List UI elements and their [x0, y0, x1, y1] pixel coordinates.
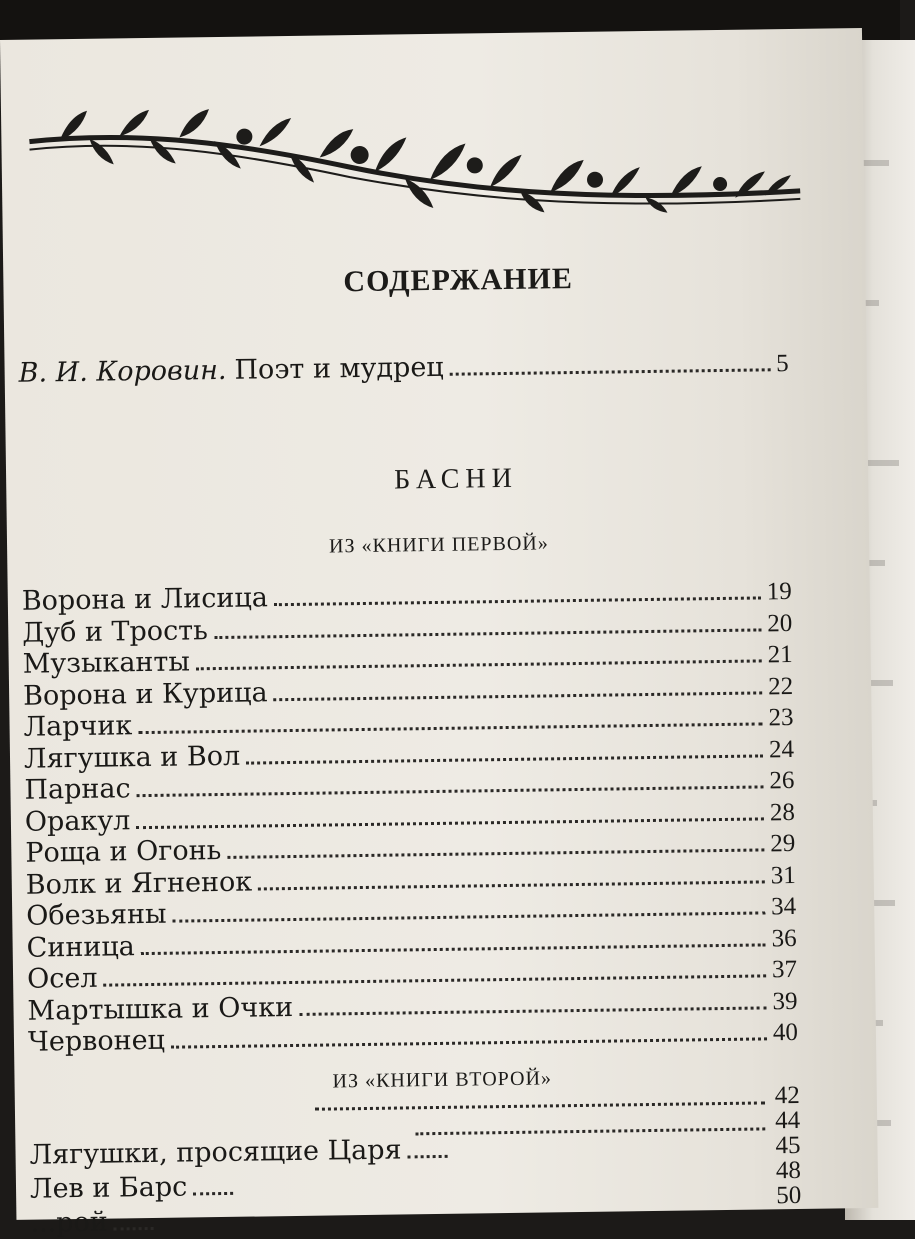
intro-page: 5: [775, 350, 789, 378]
entry-title: Ворона и Лисица: [21, 582, 269, 617]
dot-leader: [274, 596, 761, 606]
entry-title: Мартышка и Очки: [27, 991, 294, 1027]
dot-leader: [136, 817, 764, 829]
dot-leader: [246, 754, 763, 764]
book1-heading: ИЗ «КНИГИ ПЕРВОЙ»: [328, 532, 549, 558]
dot-leader: [141, 943, 766, 955]
intro-title: Поэт и мудрец: [234, 351, 444, 386]
floral-ornament: [19, 91, 811, 222]
entry-page: 24: [768, 735, 795, 763]
entry-page: 21: [767, 640, 793, 669]
entry-page: 34: [770, 892, 797, 921]
toc-entry-intro[interactable]: [18, 347, 788, 389]
entry-title: Музыканты: [22, 646, 191, 680]
toc-entry[interactable]: [30, 1197, 800, 1239]
entry-page: 40: [772, 1018, 799, 1047]
dot-leader: [214, 628, 761, 639]
dot-leader: [104, 974, 767, 986]
entry-title: Червонец: [27, 1024, 166, 1058]
entry-page: 23: [768, 703, 794, 732]
entry-page: 22: [767, 672, 794, 700]
entry-page: 36: [771, 924, 797, 952]
entry-page: 39: [772, 987, 798, 1015]
dot-leader: [173, 911, 766, 922]
entry-page: 29: [770, 829, 796, 858]
entry-title: Волк и Ягненок: [25, 866, 253, 901]
entry-page: 48: [775, 1156, 802, 1185]
entry-title: ...рой: [30, 1206, 109, 1239]
dot-leader: [171, 1037, 767, 1048]
toc-title: СОДЕРЖАНИЕ: [343, 262, 574, 299]
entry-title: Парнас: [24, 773, 131, 806]
dot-leader: [196, 659, 762, 670]
entry-page: 42: [774, 1081, 801, 1110]
dot-leader: [450, 368, 770, 375]
entry-title: Ларчик: [23, 710, 133, 743]
dot-leader: [193, 1192, 233, 1196]
entry-title: Лягушка и Вол: [23, 740, 241, 775]
entry-page: 45: [775, 1131, 801, 1160]
entry-title: Роща и Огонь: [25, 834, 222, 869]
dot-leader: [299, 1006, 766, 1016]
entry-page: 31: [770, 861, 796, 889]
entry-title: Обезьяны: [26, 898, 167, 932]
dot-leader: [138, 722, 762, 734]
entry-page: 26: [769, 766, 795, 795]
entry-page: 44: [774, 1106, 801, 1135]
entry-title: Ворона и Курица: [22, 676, 268, 712]
intro-author: В. И. Коровин.: [18, 354, 227, 389]
entry-title: Осел: [26, 962, 98, 995]
entry-title: Лягушки, просящие Царя: [29, 1134, 402, 1171]
dot-leader: [114, 1227, 154, 1231]
entry-page: 28: [769, 798, 796, 826]
book-page: [0, 28, 878, 1239]
dot-leader: [137, 785, 764, 797]
book2-heading: ИЗ «КНИГИ ВТОРОЙ»: [332, 1067, 553, 1093]
dot-leader: [258, 880, 765, 890]
entry-title: Лев и Барс: [29, 1171, 188, 1205]
entry-page: 20: [767, 609, 793, 637]
dot-leader: [408, 1155, 448, 1159]
entry-title: Дуб и Трость: [22, 614, 209, 649]
entry-title: Синица: [26, 930, 135, 964]
entry-page: 19: [766, 578, 792, 606]
section-title: БАСНИ: [393, 462, 519, 496]
dot-leader: [274, 691, 763, 701]
dot-leader: [227, 848, 764, 858]
entry-page: 37: [771, 955, 798, 984]
dot-leader: [315, 1101, 765, 1110]
entry-page: 50: [776, 1181, 802, 1210]
entry-title: Оракул: [24, 804, 131, 838]
